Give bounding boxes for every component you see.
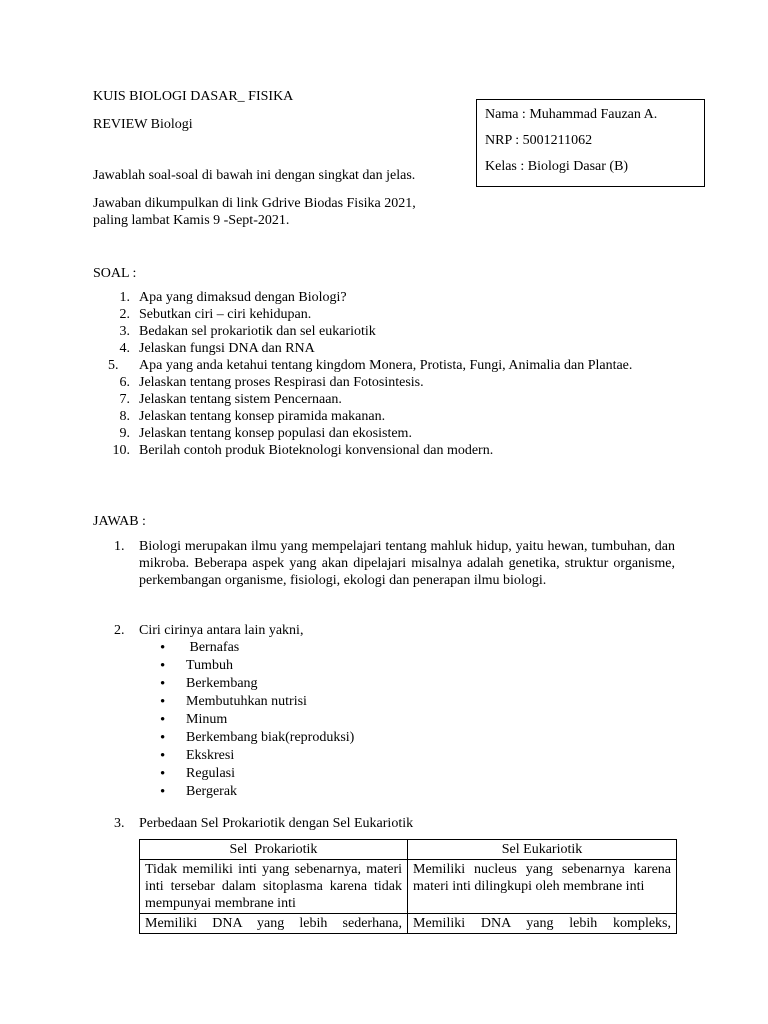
answer-2-number: 2. (114, 623, 125, 638)
question-item: 2. Sebutkan ciri – ciri kehidupan. (119, 307, 312, 322)
question-item: 10. Berilah contoh produk Bioteknologi konvensional dan modern. (112, 443, 494, 458)
question-item: 9. Jelaskan tentang konsep populasi dan ekosistem. (119, 426, 412, 441)
list-item: • Bernafas (160, 639, 354, 657)
submission-line-1: Jawaban dikumpulkan di link Gdrive Biodas Fisika 2021, (93, 196, 416, 211)
table-row (140, 914, 677, 934)
quiz-title: KUIS BIOLOGI DASAR_ FISIKA (93, 89, 294, 104)
answers-heading: JAWAB : (93, 514, 146, 529)
question-item: 8. Jelaskan tentang konsep piramida makanan. (119, 409, 386, 424)
question-item: 7. Jelaskan tentang sistem Pencernaan. (119, 392, 342, 407)
answer-3-number: 3. (114, 816, 125, 831)
question-item: 6. Jelaskan tentang proses Respirasi dan Fotosintesis. (119, 375, 424, 390)
column-header-prokaryotic: Sel Prokariotik (140, 840, 408, 860)
identity-box (476, 99, 705, 187)
column-header-eukaryotic: Sel Eukariotik (408, 840, 677, 860)
answer-1-number: 1. (114, 539, 125, 554)
table-row (140, 860, 677, 914)
question-item: 5. Apa yang anda ketahui tentang kingdom Monera, Protista, Fungi, Animalia dan Plantae. (108, 358, 633, 373)
table-cell: Memiliki DNA yang lebih sederhana, (140, 914, 408, 934)
cell-comparison-table (139, 839, 677, 934)
question-item: 3. Bedakan sel prokariotik dan sel eukariotik (119, 324, 376, 339)
list-item: • Minum (160, 711, 354, 729)
quiz-subtitle: REVIEW Biologi (93, 117, 193, 132)
answer-1-text: Biologi merupakan ilmu yang mempelajari tentang mahluk hidup, yaitu hewan, tumbuhan, dan mikroba. Beberapa aspek yang akan dipelajari misalnya adalah genetika, struktur organisme, perkembangan organisme, fisiologi, ekologi dan penerapan ilmu biologi. (139, 539, 675, 588)
list-item: • Bergerak (160, 783, 354, 801)
student-nrp: NRP : 5001211062 (485, 133, 593, 148)
table-cell: Memiliki nucleus yang sebenarnya karena materi inti dilingkupi oleh membrane inti (408, 860, 677, 914)
table-cell: Memiliki DNA yang lebih kompleks, (408, 914, 677, 934)
list-item: • Tumbuh (160, 657, 354, 675)
instruction-text: Jawablah soal-soal di bawah ini dengan singkat dan jelas. (93, 168, 416, 183)
life-characteristics-list (160, 639, 354, 801)
question-item: 1. Apa yang dimaksud dengan Biologi? (119, 290, 347, 305)
questions-heading: SOAL : (93, 266, 137, 281)
list-item: • Membutuhkan nutrisi (160, 693, 354, 711)
question-item: 4. Jelaskan fungsi DNA dan RNA (119, 341, 315, 356)
question-list (108, 289, 675, 459)
student-class: Kelas : Biologi Dasar (B) (485, 159, 629, 174)
student-name: Nama : Muhammad Fauzan A. (485, 107, 658, 122)
list-item: • Regulasi (160, 765, 354, 783)
list-item: • Berkembang (160, 675, 354, 693)
list-item: • Berkembang biak(reproduksi) (160, 729, 354, 747)
answer-3-intro: Perbedaan Sel Prokariotik dengan Sel Eukariotik (139, 816, 414, 831)
table-header-row (140, 840, 677, 860)
answer-2-intro: Ciri cirinya antara lain yakni, (139, 623, 304, 638)
table-cell: Tidak memiliki inti yang sebenarnya, materi inti tersebar dalam sitoplasma karena tidak mempunyai membrane inti (140, 860, 408, 914)
submission-line-2: paling lambat Kamis 9 -Sept-2021. (93, 213, 290, 228)
list-item: • Ekskresi (160, 747, 354, 765)
